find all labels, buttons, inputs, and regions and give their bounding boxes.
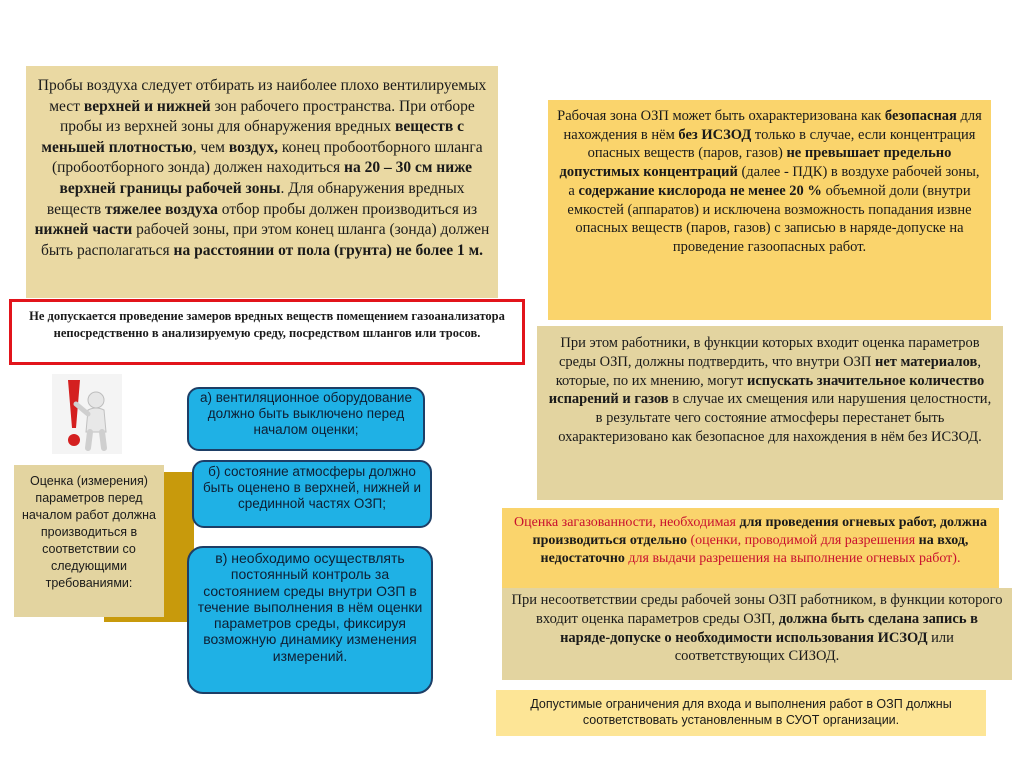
requirement-c-box: [187, 546, 433, 694]
text-span: , чем: [192, 138, 229, 156]
warning-text: Не допускается проведение замеров вредных веществ помещением газоанализатора непосредственно в анализируемую среду, посредством шлангов или тросов.: [29, 309, 505, 340]
bold-span: испускать значительное количество испарений и газов: [548, 372, 985, 408]
air-sampling-box: [26, 66, 498, 298]
text-span: для нахождения в нём: [563, 108, 982, 143]
bold-span: воздух,: [228, 138, 279, 156]
bold-span: безопасная: [884, 108, 957, 124]
requirement-b-text: б) состояние атмосферы должно быть оценено в верхней, нижней и срединной частях ОЗП;: [202, 464, 422, 511]
red-span: (оценки, проводимой для разрешения: [687, 533, 916, 548]
bold-span: тяжелее воздуха: [105, 200, 218, 218]
figure-svg: [52, 374, 122, 454]
limits-text: Допустимые ограничения для входа и выполнения работ в ОЗП должны соответствовать установленным в СУОТ организации.: [530, 697, 952, 727]
bold-span: на 20 – 30 см ниже верхней границы рабочей зоны: [59, 159, 473, 197]
text-span: в случае их смещения или нарушения целостности, в результате чего состояние атмосферы перестанет быть охарактеризовано как безопасное для нахождения в нём без ИСЗОД.: [558, 391, 992, 445]
red-span: для выдачи разрешения на выполнение огневых работ).: [628, 551, 961, 566]
text-span: Рабочая зона ОЗП может быть охарактеризована как: [557, 108, 885, 124]
bold-span: не превышает предельно допустимых концентраций: [559, 145, 952, 181]
limits-box: [496, 690, 986, 736]
text-span: только в случае, если концентрация опасных веществ (паров, газов): [587, 126, 976, 162]
text-span: зон рабочего пространства. При отборе пробы из верхней зоны для обнаружения вредных: [59, 97, 475, 136]
bold-span: веществ с меньшей плотностью: [41, 118, 465, 156]
text-span: Пробы воздуха следует отбирать из наиболее плохо вентилируемых мест: [37, 77, 487, 115]
text-span: , которые, по их мнению, могут: [555, 353, 982, 389]
bold-span: содержание кислорода не менее 20 %: [578, 182, 822, 199]
person-with-exclamation-icon: [52, 374, 122, 454]
workers-box: [537, 326, 1003, 500]
bold-span: нижней части: [34, 221, 133, 239]
text-span: объемной доли (внутри емкостей (аппаратов) и исключена возможность попадания извне опасных веществ (паров, газов) с записью в наряде-допуске на проведение газоопасных работ.: [567, 182, 972, 255]
bold-span: верхней и нижней: [83, 97, 211, 115]
requirement-b-box: [192, 460, 432, 528]
text-span: конец пробоотборного шланга (пробоотборного зонда) должен находиться: [51, 138, 483, 177]
evaluation-box: [14, 465, 164, 617]
mismatch-box: [502, 588, 1012, 680]
bold-span: должна быть сделана запись в наряде-допуске о необходимости использования ИСЗОД: [560, 610, 978, 646]
work-zone-box: [548, 100, 991, 320]
bold-span: нет материалов: [874, 353, 978, 370]
bold-span: без ИСЗОД: [678, 126, 752, 143]
fire-works-box: [502, 508, 999, 588]
requirement-c-text: в) необходимо осуществлять постоянный контроль за состоянием среды внутри ОЗП в течение выполнения в нём оценки параметров среды, фиксируя возможную динамику изменения измерений.: [197, 550, 423, 664]
text-span: . Для обнаружения вредных веществ: [46, 179, 465, 218]
text-span: (далее - ПДК) в воздухе рабочей зоны, а: [568, 164, 980, 199]
evaluation-text: Оценка (измерения) параметров перед началом работ должна производиться в соответствии со следующими требованиями:: [22, 474, 156, 590]
text-span: При этом работники, в функции которых входит оценка параметров среды ОЗП, должны подтвердить, что внутри ОЗП: [558, 335, 980, 370]
warning-box: [9, 299, 525, 365]
text-span: рабочей зоны, при этом конец шланга (зонда) должен быть располагаться: [40, 221, 490, 259]
text-span: или соответствующих СИЗОД.: [674, 629, 954, 665]
text-span: При несоответствии среды рабочей зоны ОЗП работником, в функции которого входит оценка параметров среды ОЗП,: [511, 592, 1003, 627]
red-span: Оценка загазованности, необходимая: [514, 515, 740, 530]
bold-span: для проведения огневых работ, должна производиться отдельно: [532, 515, 987, 548]
requirement-a-text: а) вентиляционное оборудование должно быть выключено перед началом оценки;: [200, 390, 412, 437]
bold-span: на расстоянии от пола (грунта) не более 1 м.: [173, 241, 484, 259]
bold-span: на вход, недостаточно: [540, 533, 969, 566]
requirement-a-box: [187, 387, 425, 451]
text-span: отбор пробы должен производиться из: [217, 200, 478, 218]
